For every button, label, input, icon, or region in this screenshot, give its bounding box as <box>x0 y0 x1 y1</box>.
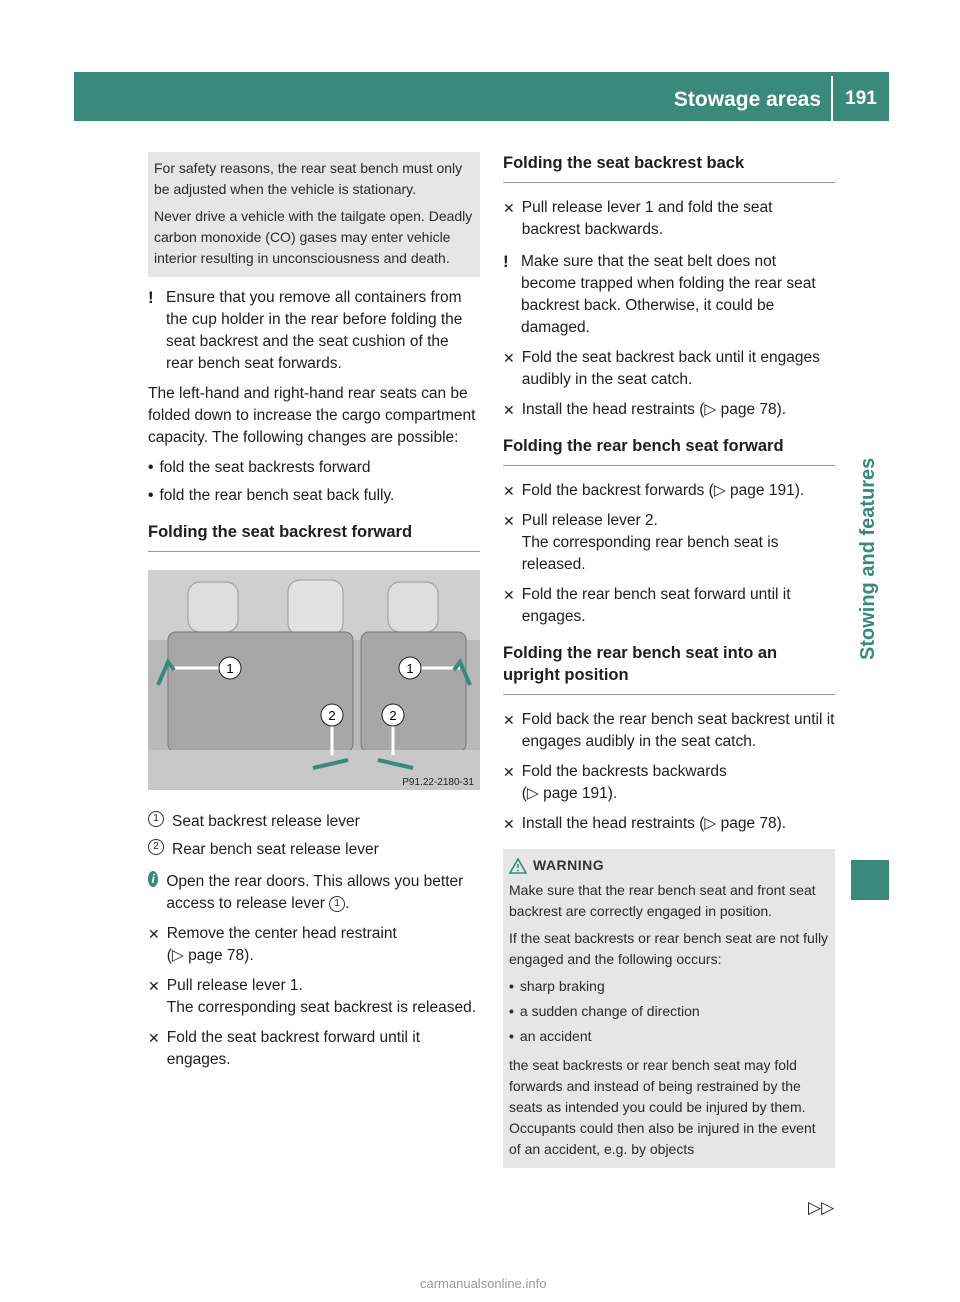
step-text: Pull release lever 1 and fold the seat backrest backwards. <box>521 199 773 238</box>
warning-title: WARNING <box>533 857 605 873</box>
bullet-icon: • <box>148 459 154 476</box>
caution-note <box>503 251 835 339</box>
step-marker-icon: ✕ <box>148 1030 160 1046</box>
step-marker-icon: ✕ <box>503 483 515 499</box>
step-text: Install the head restraints (▷ page 78). <box>521 815 787 832</box>
legend-text: Seat backrest release lever <box>172 813 360 830</box>
callout-number: 1 <box>148 811 164 827</box>
instruction-step <box>503 709 835 753</box>
section-heading: Folding the seat backrest back <box>503 152 835 183</box>
step-text: Pull release lever 2. <box>521 512 658 529</box>
chapter-tab-marker <box>851 860 889 900</box>
step-marker-icon: ✕ <box>503 712 515 728</box>
section-heading: Folding the rear bench seat forward <box>503 435 835 466</box>
caution-note-text: Make sure that the seat belt does not become trapped when folding the rear seat backrest back. Otherwise, it could be damaged. <box>521 253 816 336</box>
step-marker-icon: ✕ <box>148 926 160 942</box>
step-marker-icon: ✕ <box>503 587 515 603</box>
figure-code: P91.22-2180-31 <box>402 777 474 788</box>
bullet-icon: • <box>148 487 154 504</box>
list-item-text: a sudden change of direction <box>519 1003 700 1019</box>
list-item-text: fold the rear bench seat back fully. <box>159 487 395 504</box>
instruction-step <box>503 584 835 628</box>
section-heading: Folding the seat backrest forward <box>148 521 480 552</box>
step-subtext: (▷ page 78). <box>166 947 254 964</box>
safety-box <box>148 152 480 277</box>
instruction-step <box>503 510 835 576</box>
options-list <box>148 457 480 507</box>
list-item <box>509 1026 829 1047</box>
list-item-text: sharp braking <box>519 978 605 994</box>
instruction-step <box>148 1027 480 1071</box>
caution-note-text: Ensure that you remove all containers from the cup holder in the rear before folding the seat backrest and the seat cushion of the rear bench seat forwards. <box>166 289 463 372</box>
page-header <box>74 72 889 121</box>
section-heading: Folding the rear bench seat into an upright position <box>503 642 835 695</box>
step-text: Install the head restraints (▷ page 78). <box>521 401 787 418</box>
step-marker-icon: ✕ <box>148 978 160 994</box>
step-subtext: The corresponding seat backrest is released. <box>166 999 477 1016</box>
bullet-icon: • <box>509 978 514 994</box>
step-marker-icon: ✕ <box>503 816 515 832</box>
safety-text-2: Never drive a vehicle with the tailgate open. Deadly carbon monoxide (CO) gases may enter vehicle interior resulting in unconsciousness and death. <box>154 208 473 266</box>
warning-header <box>509 855 829 876</box>
instruction-step <box>148 923 480 967</box>
callout-1-right: 1 <box>406 661 414 676</box>
seat-illustration <box>148 570 480 790</box>
warning-triangle-icon <box>509 858 527 874</box>
info-note <box>148 871 480 915</box>
callout-number: 1 <box>329 896 345 912</box>
safety-text-1: For safety reasons, the rear seat bench must only be adjusted when the vehicle is stationary. <box>154 160 463 197</box>
warning-box <box>503 849 835 1168</box>
step-text: Remove the center head restraint <box>166 925 397 942</box>
list-item <box>509 976 829 997</box>
step-marker-icon: ✕ <box>503 764 515 780</box>
step-text: Fold the seat backrest back until it engages audibly in the seat catch. <box>521 349 820 388</box>
continued-arrow-icon: ▷▷ <box>808 1198 835 1217</box>
step-text: Fold the backrest forwards (▷ page 191). <box>521 482 805 499</box>
instruction-step <box>503 347 835 391</box>
callout-1-left: 1 <box>226 661 234 676</box>
legend-item <box>148 811 480 833</box>
instruction-step <box>503 197 835 241</box>
page-number: 191 <box>845 88 877 109</box>
callout-number: 2 <box>148 839 164 855</box>
intro-paragraph: The left-hand and right-hand rear seats can be folded down to increase the cargo compartment capacity. The following changes are possible: <box>148 385 476 446</box>
list-item-text: fold the seat backrests forward <box>159 459 371 476</box>
watermark: carmanualsonline.info <box>420 1276 547 1291</box>
bullet-icon: • <box>509 1028 514 1044</box>
right-column <box>503 152 835 1168</box>
instruction-step <box>503 480 835 502</box>
step-text: Pull release lever 1. <box>166 977 303 994</box>
section-title: Stowage areas <box>673 88 821 111</box>
step-text: Fold back the rear bench seat backrest until it engages audibly in the seat catch. <box>521 711 835 750</box>
warning-text-3: the seat backrests or rear bench seat may fold forwards and instead of being restrained by the seats as intended you could be injured by them. Occupants could then also be injured in the event of an accident, e.g. by objects <box>509 1057 816 1157</box>
instruction-step <box>503 399 835 421</box>
step-text: Fold the backrests backwards <box>521 763 727 780</box>
list-item <box>509 1001 829 1022</box>
step-marker-icon: ✕ <box>503 513 515 529</box>
step-text: Fold the rear bench seat forward until it engages. <box>521 586 791 625</box>
step-subtext: The corresponding rear bench seat is released. <box>521 534 779 573</box>
warning-text-1: Make sure that the rear bench seat and front seat backrest are correctly engaged in position. <box>509 882 816 919</box>
instruction-step <box>148 975 480 1019</box>
left-column <box>148 152 480 1079</box>
instruction-step <box>503 761 835 805</box>
legend-item <box>148 839 480 861</box>
exclamation-icon: ! <box>148 288 154 307</box>
step-subtext: (▷ page 191). <box>521 785 618 802</box>
step-marker-icon: ✕ <box>503 402 515 418</box>
step-marker-icon: ✕ <box>503 350 515 366</box>
legend-text: Rear bench seat release lever <box>172 841 379 858</box>
info-note-text: Open the rear doors. This allows you better access to release lever <box>166 873 464 912</box>
list-item <box>148 457 480 479</box>
warning-text-2: If the seat backrests or rear bench seat are not fully engaged and the following occurs: <box>509 930 829 967</box>
info-note-body: Open the rear doors. This allows you better access to release lever 1 . <box>166 873 464 912</box>
instruction-step <box>503 813 835 835</box>
step-marker-icon: ✕ <box>503 200 515 216</box>
step-text: Fold the seat backrest forward until it engages. <box>166 1029 421 1068</box>
callout-2-left: 2 <box>328 708 336 723</box>
caution-note <box>148 287 480 375</box>
list-item-text: an accident <box>519 1028 592 1044</box>
list-item <box>148 485 480 507</box>
chapter-tab-label: Stowing and features <box>857 457 879 660</box>
bullet-icon: • <box>509 1003 514 1019</box>
callout-2-right: 2 <box>389 708 397 723</box>
exclamation-icon: ! <box>503 252 509 271</box>
info-icon: i <box>148 871 158 887</box>
warning-list <box>509 976 829 1047</box>
